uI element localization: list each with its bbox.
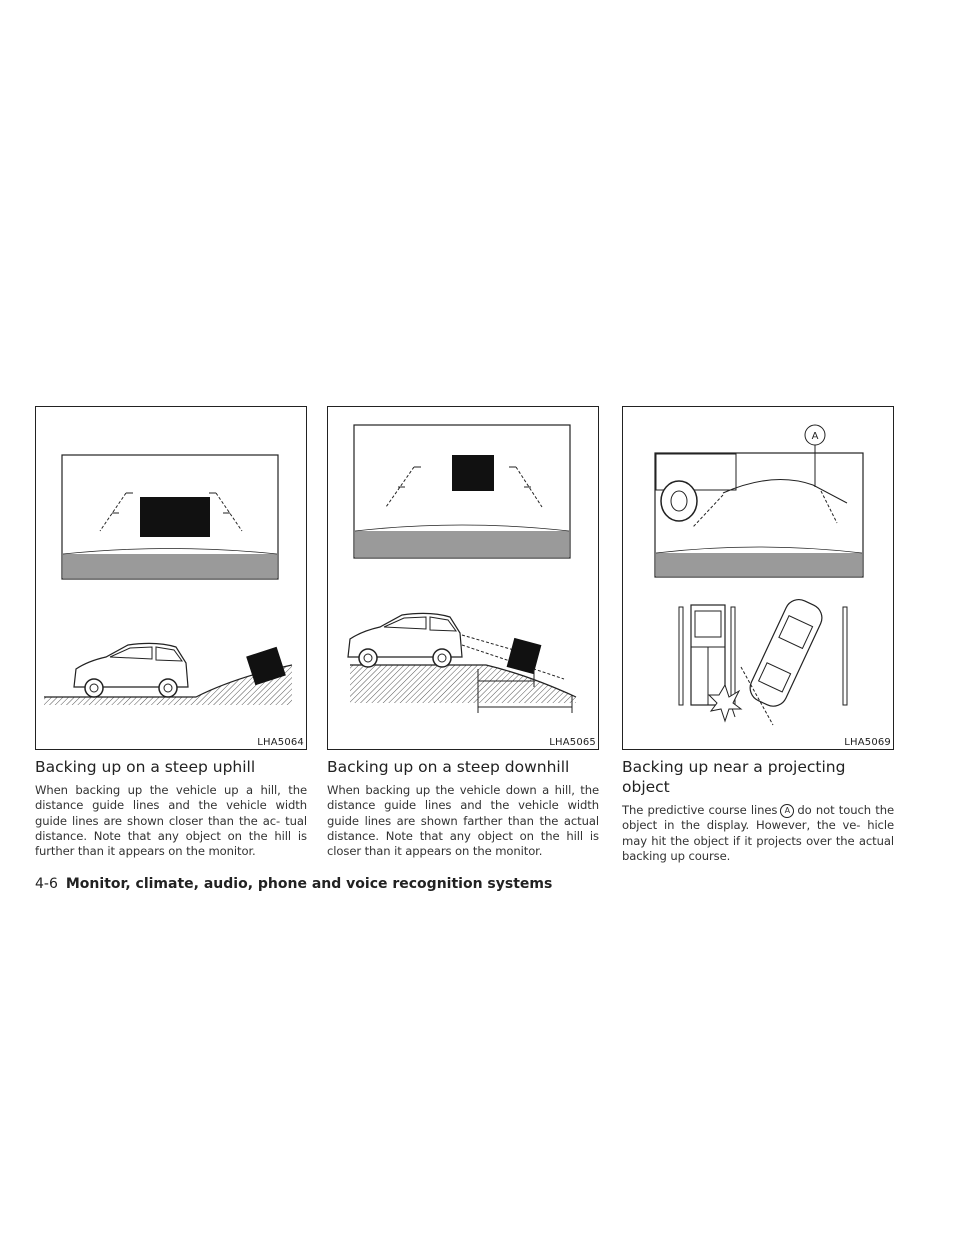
bumper-area [63,554,277,578]
callout-a-icon: A [780,804,794,818]
figure-steep-downhill [327,406,599,750]
figure-code: LHA5069 [844,737,891,748]
projecting-object-illustration [623,407,893,749]
parked-truck [691,605,725,705]
bumper-area [656,553,862,576]
figure-code: LHA5064 [257,737,304,748]
page-footer [35,876,552,892]
page-number: 4-6 [35,876,58,892]
car-side-view [74,643,188,697]
paragraph-text-end: do not touch the object in the display. However, the ve- hicle may hit the object if it projects over the actual backing up course. [622,803,894,863]
paragraph-steep-uphill: When backing up the vehicle up a hill, the distance guide lines and the vehicle width guide lines are shown closer than the ac- tual distance. Note that any object on the hill is further than it appears on the monitor. [35,783,307,859]
svg-text:A: A [811,431,819,442]
section-projecting-object [622,406,894,864]
paragraph-text-start: The predictive course lines [622,803,778,817]
heading-steep-uphill: Backing up on a steep uphill [35,758,256,776]
downhill-illustration [328,407,598,749]
section-steep-uphill [35,406,307,859]
section-title: Monitor, climate, audio, phone and voice recognition systems [65,876,553,892]
object-on-screen [140,497,210,537]
uphill-illustration [36,407,306,749]
object-on-screen [452,455,494,491]
object-on-hill [507,638,542,674]
figure-projecting-object [622,406,894,750]
reversing-car [746,595,827,711]
paragraph-steep-downhill: When backing up the vehicle down a hill, the distance guide lines and the vehicle width guide lines are shown farther than the actual distance. Note that any object on the hill is closer than it appears on the monitor. [327,783,599,859]
heading-projecting-object: Backing up near a projecting object [622,758,846,796]
car-side-view [348,613,462,667]
section-steep-downhill [327,406,599,859]
figure-code: LHA5065 [549,737,596,748]
bumper-area [355,531,569,557]
figure-steep-uphill [35,406,307,750]
paragraph-projecting-object [622,803,894,864]
heading-steep-downhill: Backing up on a steep downhill [327,758,570,776]
